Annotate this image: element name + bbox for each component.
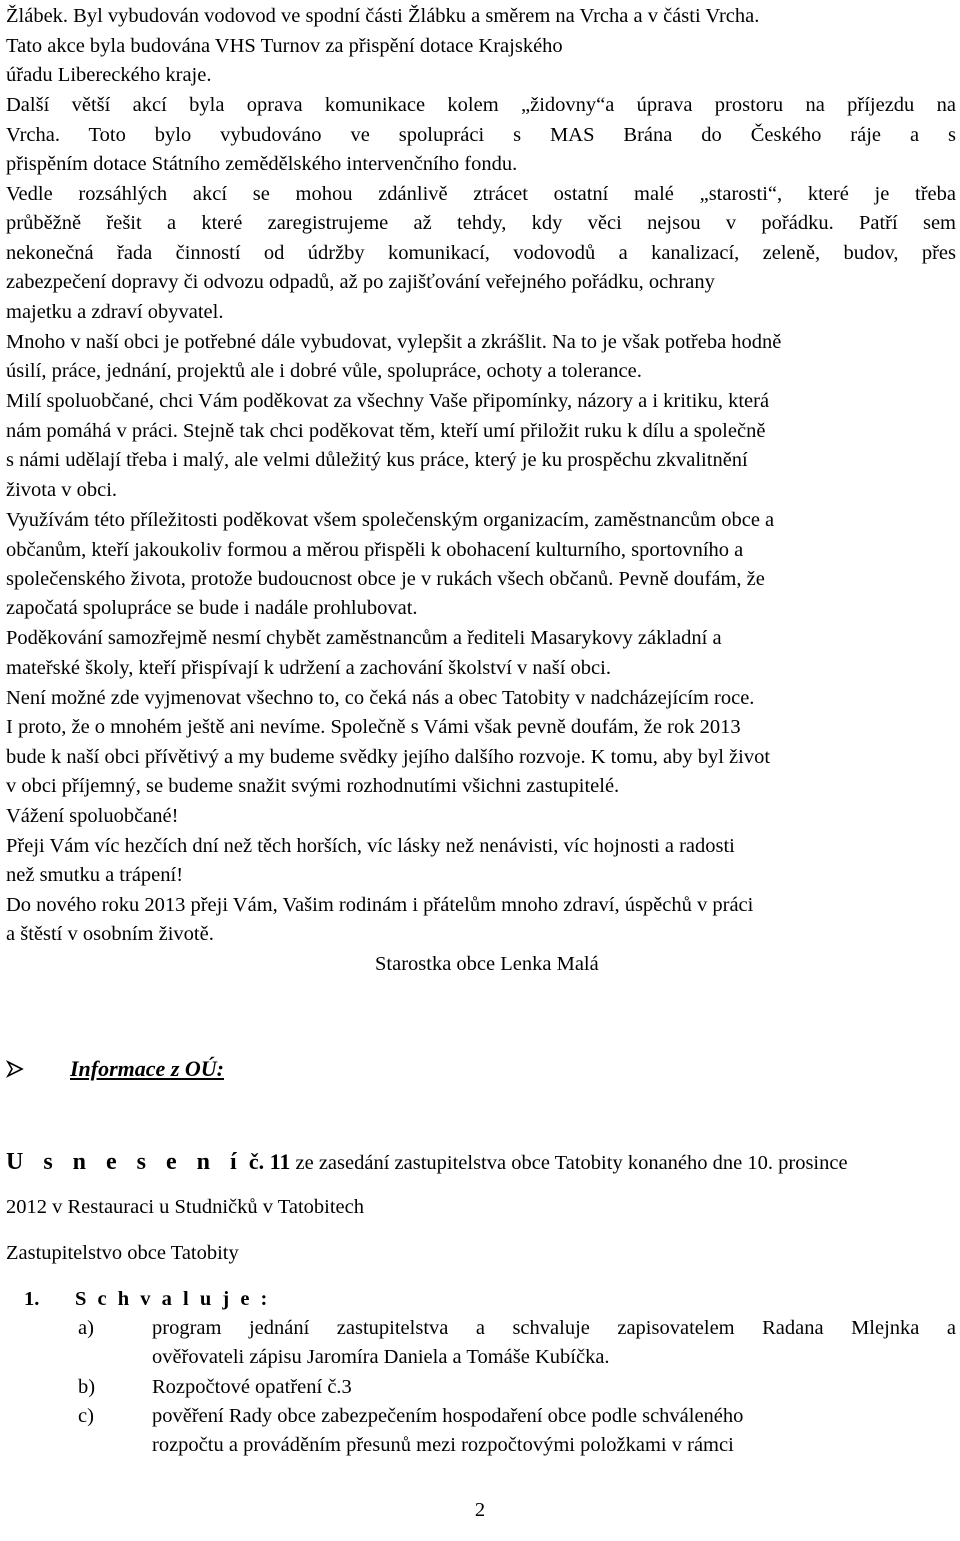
text-line: Tato akce byla budována VHS Turnov za přispění dotace Krajského [6, 35, 563, 57]
text-line: Využívám této příležitosti poděkovat všem společenským organizacím, zaměstnancům obce a [6, 509, 775, 531]
subitem-letter: b) [78, 1376, 96, 1398]
text-line: Do nového roku 2013 přeji Vám, Vašim rodinám i přátelům mnoho zdraví, úspěchů v práci [6, 894, 754, 916]
text-line: průběžně řešit a které zaregistrujeme až tehdy, kdy věci nejsou v pořádku. Patří sem [6, 212, 956, 234]
text-line: občanům, kteří jakoukoliv formou a měrou přispěli k obohacení kulturního, sportovního a [6, 539, 744, 561]
text-line: mateřské školy, kteří přispívají k udržení a zachování školství v naší obci. [6, 657, 611, 679]
resolution-body: Zastupitelstvo obce Tatobity [6, 1242, 239, 1264]
text-line: zabezpečení dopravy či odvozu odpadů, až po zajišťování veřejného pořádku, ochrany [6, 271, 715, 293]
text-line: Není možné zde vyjmenovat všechno to, co čeká nás a obec Tatobity v nadcházejícím roce. [6, 687, 755, 709]
text-line: Mnoho v naší obci je potřebné dále vybudovat, vylepšit a zkrášlit. Na to je však potřeba hodně [6, 331, 782, 353]
item-number: 1. [24, 1288, 40, 1310]
text-line: a štěstí v osobním životě. [6, 923, 214, 945]
text-line: života v obci. [6, 479, 118, 501]
text-line: I proto, že o mnohém ještě ani nevíme. Společně s Vámi však pevně doufám, že rok 2013 [6, 716, 741, 738]
text-line: nám pomáhá v práci. Stejně tak chci poděkovat těm, kteří umí přiložit ruku k dílu a společně [6, 420, 766, 442]
resolution-heading-rest: ze zasedání zastupitelstva obce Tatobity konaného dne 10. prosince [290, 1152, 848, 1174]
resolution-number: č. 11 [248, 1149, 291, 1174]
text-line: bude k naší obci přívětivý a my budeme svědky jejího dalšího rozvoje. K tomu, aby byl život [6, 746, 771, 768]
text-line: přispěním dotace Státního zemědělského intervenčního fondu. [6, 153, 518, 175]
subitem-letter: c) [78, 1405, 94, 1427]
text-line: úsilí, práce, jednání, projektů ale i dobré vůle, spolupráce, ochoty a tolerance. [6, 360, 642, 382]
page-number: 2 [474, 1499, 486, 1521]
text-line: Poděkování samozřejmě nesmí chybět zaměstnancům a řediteli Masarykovy základní a [6, 627, 722, 649]
text-line: započatá spolupráce se bude i nadále prohlubovat. [6, 597, 418, 619]
subitem-text: program jednání zastupitelstva a schvaluje zapisovatelem Radana Mlejnka a [152, 1317, 956, 1339]
text-line: s námi udělají třeba i malý, ale velmi důležitý kus práce, který je ku prospěchu zkvalitnění [6, 449, 748, 471]
signature: Starostka obce Lenka Malá [375, 953, 599, 975]
text-line: Žlábek. Byl vybudován vodovod ve spodní části Žlábku a směrem na Vrcha a v části Vrcha. [6, 5, 760, 27]
text-line: úřadu Libereckého kraje. [6, 64, 212, 86]
item-heading: S c h v a l u j e : [75, 1288, 271, 1310]
section-title: Informace z OÚ: [70, 1056, 224, 1081]
resolution-place: 2012 v Restauraci u Studničků v Tatobitech [6, 1196, 365, 1218]
text-line: společenského života, protože budoucnost obce je v rukách všech občanů. Pevně doufám, že [6, 568, 765, 590]
subitem-letter: a) [78, 1317, 94, 1339]
text-line: majetku a zdraví obyvatel. [6, 301, 224, 323]
text-line: než smutku a trápení! [6, 864, 184, 886]
resolution-heading [6, 1146, 956, 1179]
section-heading [6, 1054, 224, 1084]
text-line: Vážení spoluobčané! [6, 805, 179, 827]
text-line: Vedle rozsáhlých akcí se mohou zdánlivě ztrácet ostatní malé „starosti“, které je třeba [6, 183, 956, 205]
text-line: Další větší akcí byla oprava komunikace kolem „židovny“a úprava prostoru na příjezdu na [6, 94, 956, 116]
subitem-text: rozpočtu a prováděním přesunů mezi rozpočtovými položkami v rámci [152, 1434, 734, 1456]
text-line: Vrcha. Toto bylo vybudováno ve spolupráci s MAS Brána do Českého ráje a s [6, 124, 956, 146]
text-line: nekonečná řada činností od údržby komunikací, vodovodů a kanalizací, zeleně, budov, přes [6, 242, 956, 264]
arrow-bullet-icon [6, 1055, 70, 1085]
text-line: Přeji Vám víc hezčích dní než těch horších, víc lásky než nenávisti, víc hojnosti a radosti [6, 835, 735, 857]
subitem-text: pověření Rady obce zabezpečením hospodaření obce podle schváleného [152, 1405, 744, 1427]
resolution-word: U s n e s e n í [6, 1149, 244, 1175]
text-line: v obci příjemný, se budeme snažit svými rozhodnutími všichni zastupitelé. [6, 775, 620, 797]
subitem-text: Rozpočtové opatření č.3 [152, 1376, 352, 1398]
subitem-text: ověřovateli zápisu Jaromíra Daniela a Tomáše Kubíčka. [152, 1346, 610, 1368]
text-line: Milí spoluobčané, chci Vám poděkovat za všechny Vaše připomínky, názory a i kritiku, která [6, 390, 770, 412]
